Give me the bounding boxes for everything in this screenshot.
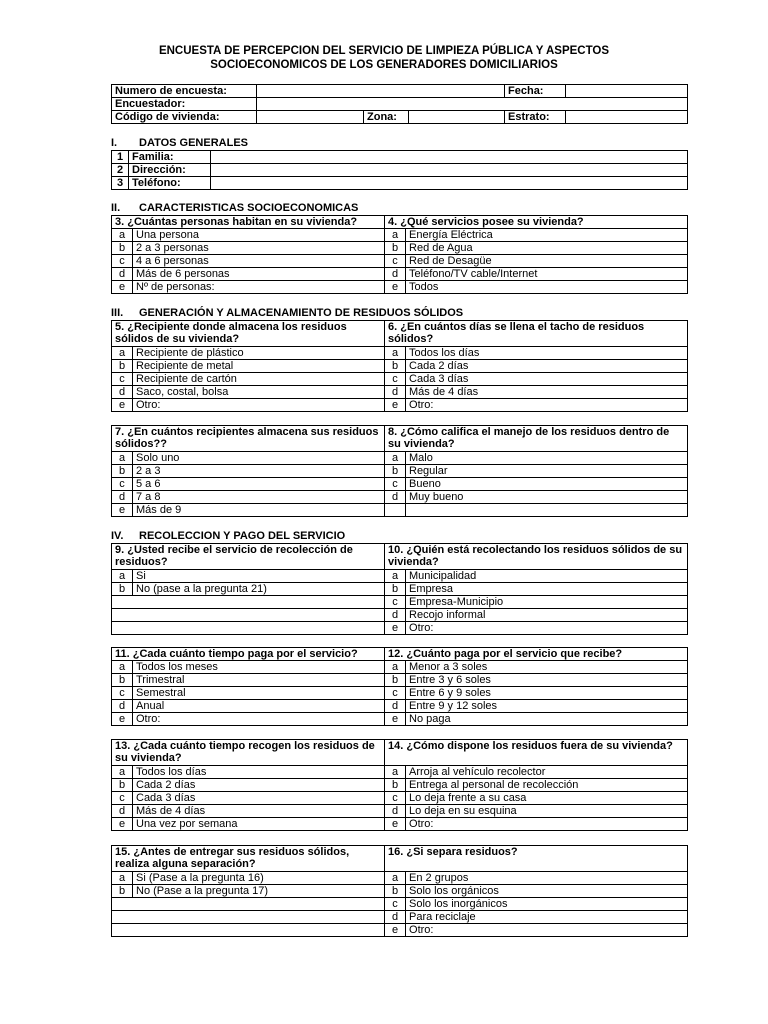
empty-cell xyxy=(406,504,688,517)
section-i-title: DATOS GENERALES xyxy=(139,137,248,149)
option-letter: a xyxy=(385,452,406,465)
option-letter: d xyxy=(112,805,133,818)
option-letter: a xyxy=(112,766,133,779)
option-letter: d xyxy=(112,386,133,399)
option-letter: b xyxy=(112,779,133,792)
empty-cell xyxy=(112,622,385,635)
input-fecha[interactable] xyxy=(566,85,688,98)
option-letter: d xyxy=(385,805,406,818)
option-letter: e xyxy=(385,399,406,412)
q7-option-e[interactable]: Más de 9 xyxy=(133,504,385,517)
option-letter: a xyxy=(112,570,133,583)
option-letter: c xyxy=(385,792,406,805)
option-letter: a xyxy=(385,872,406,885)
question-table-9-10 xyxy=(111,543,688,635)
q7-option-c[interactable]: 5 a 6 xyxy=(133,478,385,491)
question-table-3-4 xyxy=(111,215,688,294)
empty-cell xyxy=(112,911,385,924)
option-letter: c xyxy=(112,687,133,700)
option-letter: e xyxy=(385,713,406,726)
q6-option-a[interactable]: Todos los días xyxy=(406,347,688,360)
datos-generales-table xyxy=(111,150,688,190)
section-ii-heading xyxy=(111,202,358,214)
option-letter: e xyxy=(112,281,133,294)
option-letter: d xyxy=(385,491,406,504)
question-12: 12. ¿Cuánto paga por el servicio que recibe? xyxy=(385,648,688,661)
q7-option-b[interactable]: 2 a 3 xyxy=(133,465,385,478)
q12-option-b[interactable]: Entre 3 y 6 soles xyxy=(406,674,688,687)
survey-title-line2: SOCIOECONOMICOS DE LOS GENERADORES DOMICILIARIOS xyxy=(210,59,558,71)
label-codigo-vivienda: Código de vivienda: xyxy=(112,111,257,124)
option-letter: b xyxy=(385,674,406,687)
question-16: 16. ¿Si separa residuos? xyxy=(385,846,688,872)
section-ii-title: CARACTERISTICAS SOCIOECONOMICAS xyxy=(139,202,359,214)
label-zona: Zona: xyxy=(364,111,409,124)
option-letter: c xyxy=(112,373,133,386)
q3-option-b[interactable]: 2 a 3 personas xyxy=(133,242,385,255)
option-letter: b xyxy=(112,885,133,898)
section-iii-title: GENERACIÓN Y ALMACENAMIENTO DE RESIDUOS SÓLIDOS xyxy=(139,307,464,319)
q11-option-a[interactable]: Todos los meses xyxy=(133,661,385,674)
option-letter: a xyxy=(112,347,133,360)
q4-option-d[interactable]: Teléfono/TV cable/Internet xyxy=(406,268,688,281)
q10-option-a[interactable]: Municipalidad xyxy=(406,570,688,583)
q5-option-b[interactable]: Recipiente de metal xyxy=(133,360,385,373)
label-fecha: Fecha: xyxy=(505,85,566,98)
input-estrato[interactable] xyxy=(566,111,688,124)
q5-option-d[interactable]: Saco, costal, bolsa xyxy=(133,386,385,399)
q3-option-d[interactable]: Más de 6 personas xyxy=(133,268,385,281)
q5-option-e[interactable]: Otro: xyxy=(133,399,385,412)
section-iv-title: RECOLECCION Y PAGO DEL SERVICIO xyxy=(139,530,346,542)
empty-cell xyxy=(112,898,385,911)
option-letter: d xyxy=(112,700,133,713)
section-iii-heading xyxy=(111,307,463,319)
question-table-15-16 xyxy=(111,845,688,937)
option-letter: e xyxy=(385,622,406,635)
empty-cell xyxy=(385,504,406,517)
option-letter: d xyxy=(385,609,406,622)
question-6: 6. ¿En cuántos días se llena el tacho de residuos sólidos? xyxy=(385,321,688,347)
q4-option-b[interactable]: Red de Agua xyxy=(406,242,688,255)
q16-option-a[interactable]: En 2 grupos xyxy=(406,872,688,885)
option-letter: b xyxy=(112,242,133,255)
q14-option-b[interactable]: Entrega al personal de recolección xyxy=(406,779,688,792)
section-ii-number: II. xyxy=(111,202,121,214)
option-letter: a xyxy=(112,872,133,885)
option-letter: d xyxy=(112,268,133,281)
option-letter: e xyxy=(112,399,133,412)
q10-option-e[interactable]: Otro: xyxy=(406,622,688,635)
q15-option-a[interactable]: Si (Pase a la pregunta 16) xyxy=(133,872,385,885)
label-numero-encuesta: Numero de encuesta: xyxy=(112,85,257,98)
option-letter: a xyxy=(112,661,133,674)
q12-option-e[interactable]: No paga xyxy=(406,713,688,726)
option-letter: a xyxy=(385,347,406,360)
input-numero-encuesta[interactable] xyxy=(257,85,505,98)
option-letter: b xyxy=(112,465,133,478)
option-letter: c xyxy=(112,255,133,268)
q4-option-a[interactable]: Energía Eléctrica xyxy=(406,229,688,242)
option-letter: b xyxy=(112,360,133,373)
q9-option-b[interactable]: No (pase a la pregunta 21) xyxy=(133,583,385,596)
q4-option-c[interactable]: Red de Desagüe xyxy=(406,255,688,268)
q16-option-e[interactable]: Otro: xyxy=(406,924,688,937)
question-table-5-6 xyxy=(111,320,688,412)
option-letter: e xyxy=(385,818,406,831)
question-10: 10. ¿Quién está recolectando los residuos sólidos de su vivienda? xyxy=(385,544,688,570)
option-letter: b xyxy=(112,674,133,687)
q5-option-a[interactable]: Recipiente de plástico xyxy=(133,347,385,360)
q3-option-e[interactable]: Nº de personas: xyxy=(133,281,385,294)
option-letter: c xyxy=(112,792,133,805)
option-letter: e xyxy=(112,818,133,831)
q8-option-d[interactable]: Muy bueno xyxy=(406,491,688,504)
question-5: 5. ¿Recipiente donde almacena los residuos sólidos de su vivienda? xyxy=(112,321,385,347)
label-estrato: Estrato: xyxy=(505,111,566,124)
option-letter: a xyxy=(385,570,406,583)
q13-option-c[interactable]: Cada 3 días xyxy=(133,792,385,805)
option-letter: e xyxy=(112,713,133,726)
q10-option-d[interactable]: Recojo informal xyxy=(406,609,688,622)
q11-option-e[interactable]: Otro: xyxy=(133,713,385,726)
option-letter: b xyxy=(385,465,406,478)
empty-cell xyxy=(112,609,385,622)
option-letter: d xyxy=(385,700,406,713)
q3-option-c[interactable]: 4 a 6 personas xyxy=(133,255,385,268)
option-letter: a xyxy=(385,229,406,242)
q16-option-c[interactable]: Solo los inorgánicos xyxy=(406,898,688,911)
q15-option-b[interactable]: No (Pase a la pregunta 17) xyxy=(133,885,385,898)
q13-option-d[interactable]: Más de 4 días xyxy=(133,805,385,818)
question-14: 14. ¿Cómo dispone los residuos fuera de su vivienda? xyxy=(385,740,688,766)
question-4: 4. ¿Qué servicios posee su vivienda? xyxy=(385,216,688,229)
q13-option-b[interactable]: Cada 2 días xyxy=(133,779,385,792)
option-letter: e xyxy=(385,281,406,294)
q6-option-b[interactable]: Cada 2 días xyxy=(406,360,688,373)
option-letter: c xyxy=(385,687,406,700)
q6-option-c[interactable]: Cada 3 días xyxy=(406,373,688,386)
q12-option-a[interactable]: Menor a 3 soles xyxy=(406,661,688,674)
q13-option-a[interactable]: Todos los días xyxy=(133,766,385,779)
option-letter: e xyxy=(385,924,406,937)
option-letter: d xyxy=(385,268,406,281)
section-iv-heading xyxy=(111,530,345,542)
input-encuestador[interactable] xyxy=(257,98,688,111)
label-direccion: Dirección: xyxy=(129,164,211,177)
q11-option-b[interactable]: Trimestral xyxy=(133,674,385,687)
row-number: 3 xyxy=(112,177,129,190)
option-letter: b xyxy=(385,242,406,255)
option-letter: c xyxy=(385,596,406,609)
q8-option-c[interactable]: Bueno xyxy=(406,478,688,491)
row-number: 2 xyxy=(112,164,129,177)
q14-option-e[interactable]: Otro: xyxy=(406,818,688,831)
input-familia[interactable] xyxy=(211,151,688,164)
q8-option-b[interactable]: Regular xyxy=(406,465,688,478)
q6-option-e[interactable]: Otro: xyxy=(406,399,688,412)
input-telefono[interactable] xyxy=(211,177,688,190)
input-direccion[interactable] xyxy=(211,164,688,177)
option-letter: b xyxy=(385,583,406,596)
q14-option-a[interactable]: Arroja al vehículo recolector xyxy=(406,766,688,779)
option-letter: e xyxy=(112,504,133,517)
q7-option-d[interactable]: 7 a 8 xyxy=(133,491,385,504)
option-letter: b xyxy=(385,885,406,898)
section-i-number: I. xyxy=(111,137,118,149)
option-letter: c xyxy=(112,478,133,491)
empty-cell xyxy=(112,924,385,937)
q10-option-b[interactable]: Empresa xyxy=(406,583,688,596)
q10-option-c[interactable]: Empresa-Municipio xyxy=(406,596,688,609)
label-encuestador: Encuestador: xyxy=(112,98,257,111)
q4-option-e[interactable]: Todos xyxy=(406,281,688,294)
section-iv-number: IV. xyxy=(111,530,124,542)
section-i-heading xyxy=(111,137,248,149)
empty-cell xyxy=(112,596,385,609)
option-letter: a xyxy=(112,452,133,465)
q16-option-d[interactable]: Para reciclaje xyxy=(406,911,688,924)
label-telefono: Teléfono: xyxy=(129,177,211,190)
option-letter: c xyxy=(385,478,406,491)
question-11: 11. ¿Cada cuánto tiempo paga por el servicio? xyxy=(112,648,385,661)
question-8: 8. ¿Cómo califica el manejo de los residuos dentro de su vivienda? xyxy=(385,426,688,452)
option-letter: c xyxy=(385,373,406,386)
option-letter: a xyxy=(112,229,133,242)
q3-option-a[interactable]: Una persona xyxy=(133,229,385,242)
section-iii-number: III. xyxy=(111,307,124,319)
q11-option-d[interactable]: Anual xyxy=(133,700,385,713)
q11-option-c[interactable]: Semestral xyxy=(133,687,385,700)
q12-option-c[interactable]: Entre 6 y 9 soles xyxy=(406,687,688,700)
question-table-7-8 xyxy=(111,425,688,517)
q13-option-e[interactable]: Una vez por semana xyxy=(133,818,385,831)
q8-option-a[interactable]: Malo xyxy=(406,452,688,465)
q9-option-a[interactable]: Si xyxy=(133,570,385,583)
question-7: 7. ¿En cuántos recipientes almacena sus residuos sólidos?? xyxy=(112,426,385,452)
survey-title-line1: ENCUESTA DE PERCEPCION DEL SERVICIO DE LIMPIEZA PÚBLICA Y ASPECTOS xyxy=(158,45,610,57)
label-familia: Familia: xyxy=(129,151,211,164)
q14-option-c[interactable]: Lo deja frente a su casa xyxy=(406,792,688,805)
question-table-11-12 xyxy=(111,647,688,726)
q5-option-c[interactable]: Recipiente de cartón xyxy=(133,373,385,386)
question-15: 15. ¿Antes de entregar sus residuos sólidos, realiza alguna separación? xyxy=(112,846,385,872)
input-codigo-vivienda[interactable] xyxy=(257,111,364,124)
option-letter: b xyxy=(385,779,406,792)
row-number: 1 xyxy=(112,151,129,164)
option-letter: d xyxy=(385,911,406,924)
question-13: 13. ¿Cada cuánto tiempo recogen los residuos de su vivienda? xyxy=(112,740,385,766)
q7-option-a[interactable]: Solo uno xyxy=(133,452,385,465)
input-zona[interactable] xyxy=(409,111,505,124)
option-letter: c xyxy=(385,255,406,268)
option-letter: b xyxy=(385,360,406,373)
question-3: 3. ¿Cuántas personas habitan en su vivienda? xyxy=(112,216,385,229)
header-table xyxy=(111,84,688,124)
q16-option-b[interactable]: Solo los orgánicos xyxy=(406,885,688,898)
q6-option-d[interactable]: Más de 4 días xyxy=(406,386,688,399)
option-letter: d xyxy=(112,491,133,504)
question-9: 9. ¿Usted recibe el servicio de recolección de residuos? xyxy=(112,544,385,570)
option-letter: b xyxy=(112,583,133,596)
q14-option-d[interactable]: Lo deja en su esquina xyxy=(406,805,688,818)
option-letter: c xyxy=(385,898,406,911)
question-table-13-14 xyxy=(111,739,688,831)
option-letter: a xyxy=(385,661,406,674)
q12-option-d[interactable]: Entre 9 y 12 soles xyxy=(406,700,688,713)
option-letter: d xyxy=(385,386,406,399)
option-letter: a xyxy=(385,766,406,779)
